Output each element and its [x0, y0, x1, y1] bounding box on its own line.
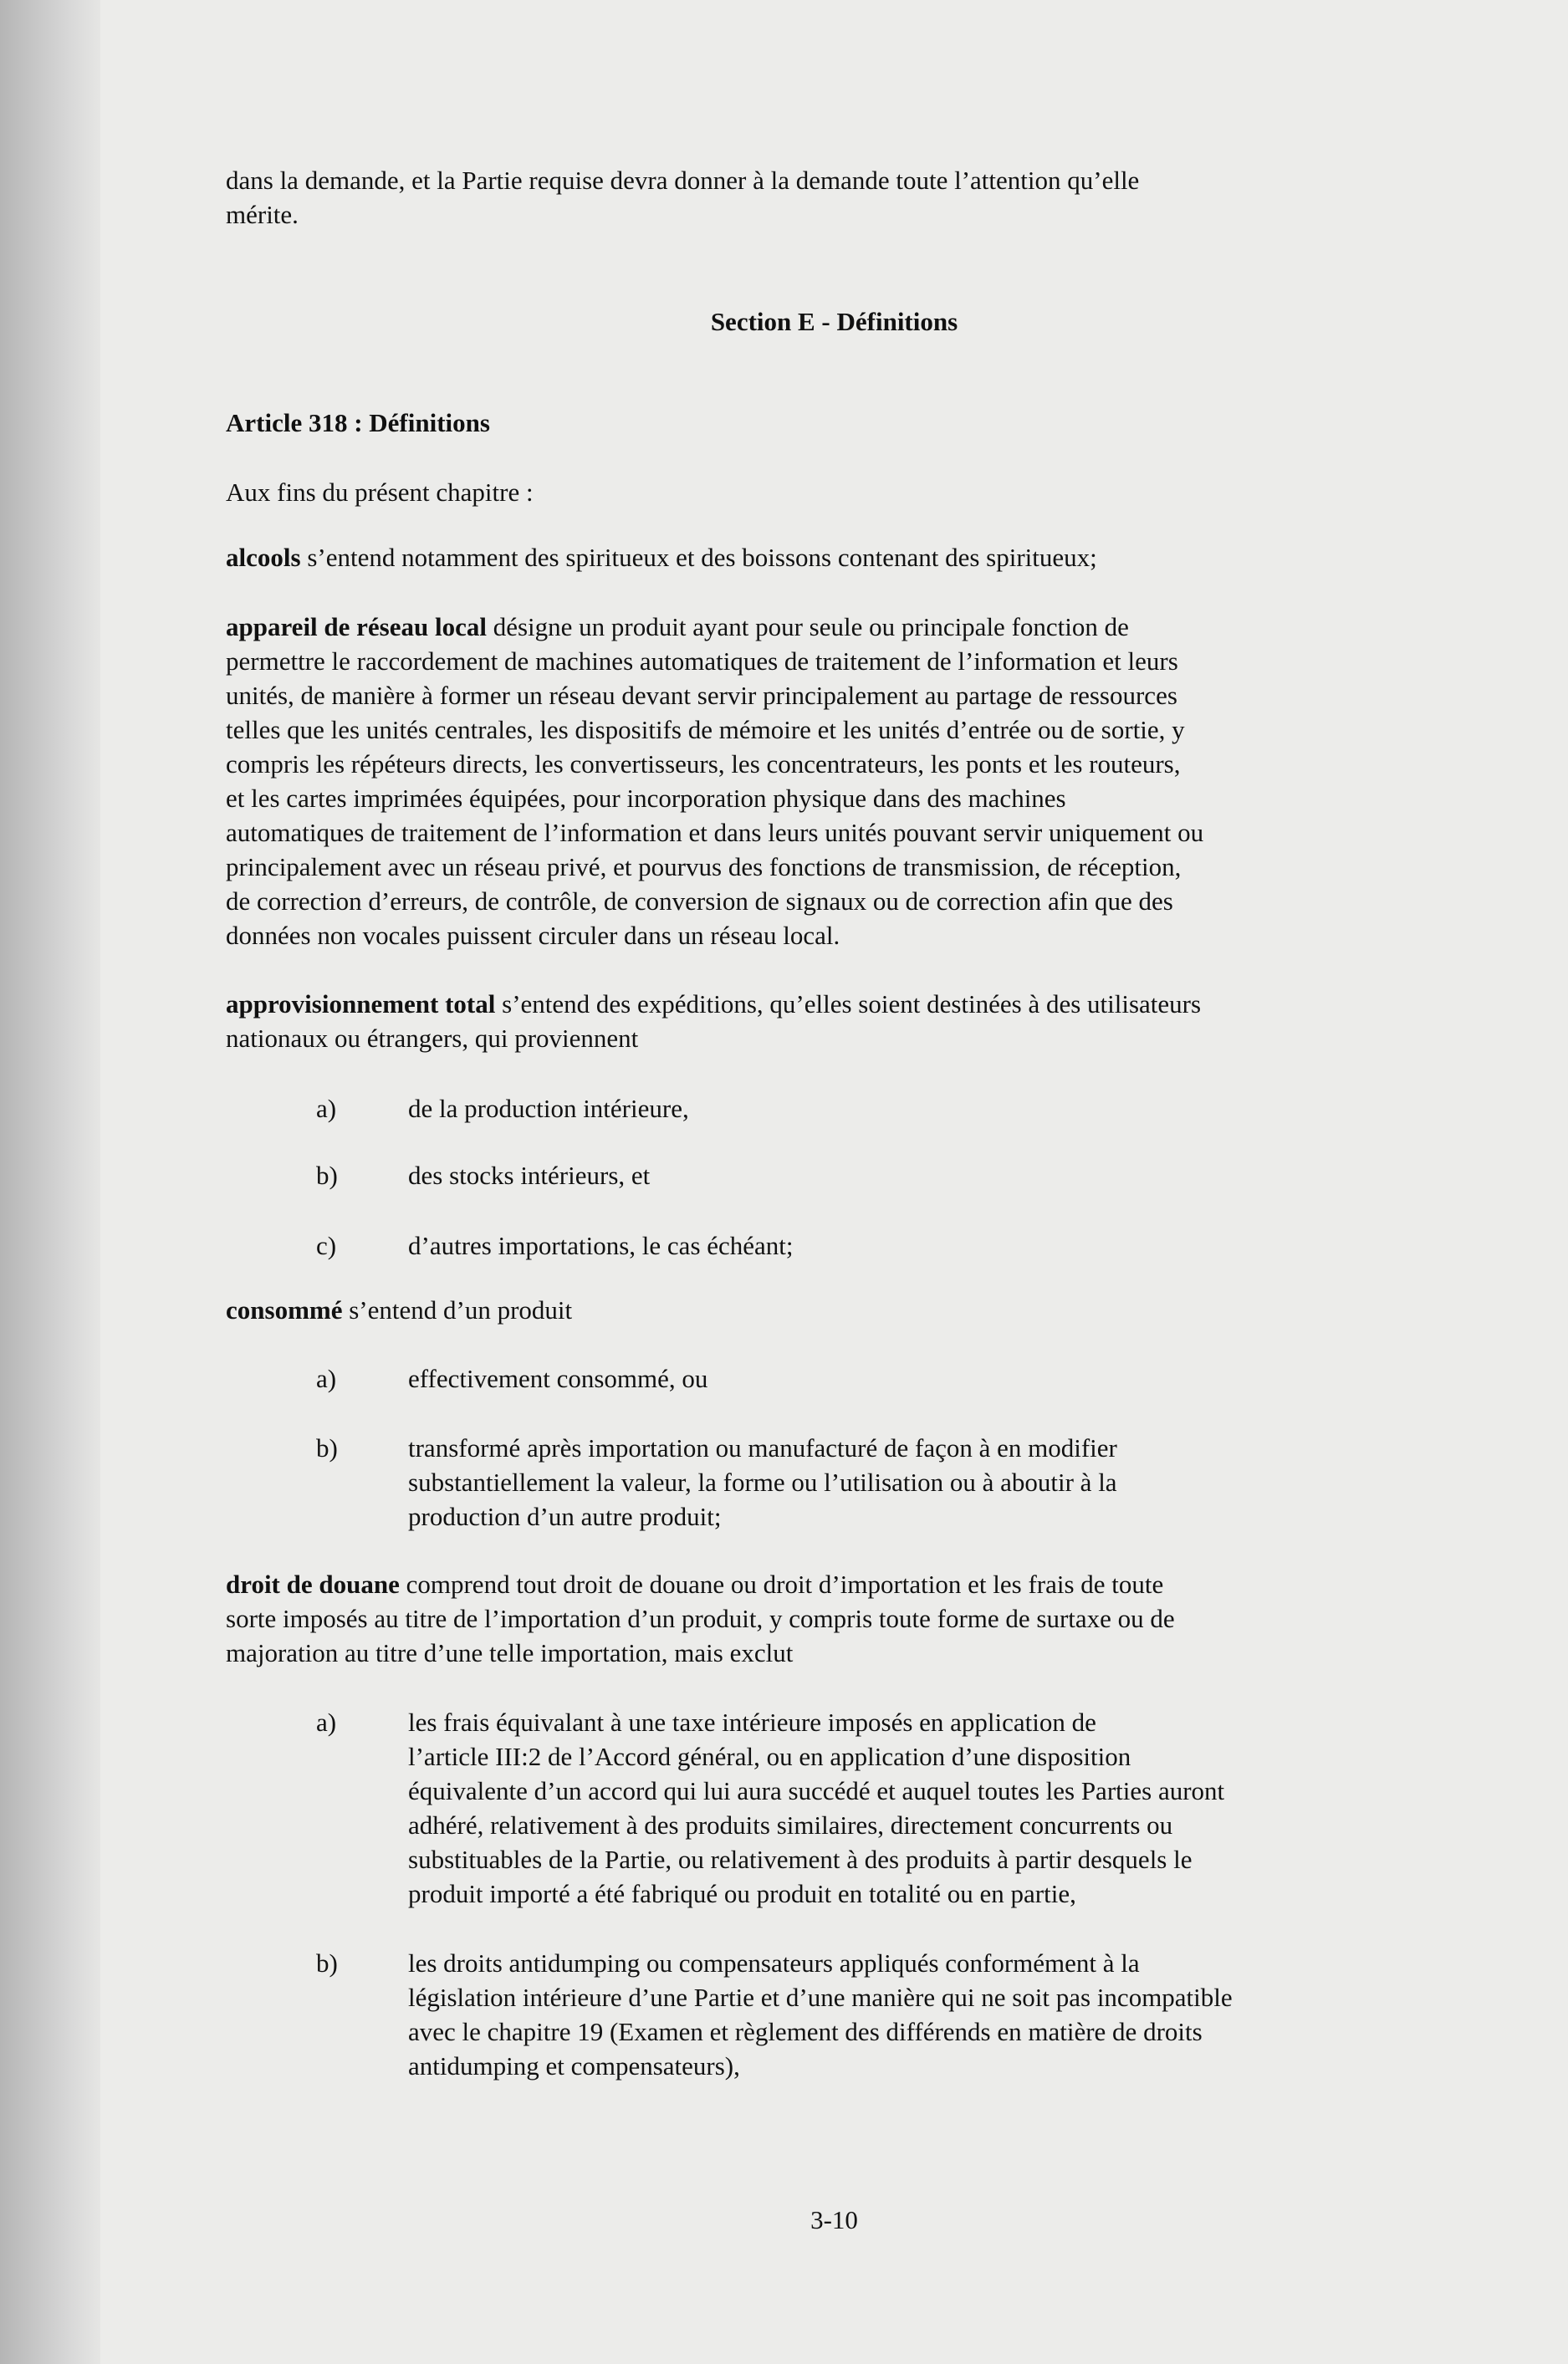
article-title: Article 318 : Définitions [226, 408, 490, 437]
def-droit-line: sorte imposés au titre de l’importation d’un produit, y compris toute forme de surtaxe ou de [226, 1604, 1175, 1633]
page-body [100, 0, 1568, 2364]
def-appareil-line: automatiques de traitement de l’information et dans leurs unités pouvant servir uniquement ou [226, 818, 1204, 847]
item-text: les frais équivalant à une taxe intérieure imposés en application de [408, 1708, 1096, 1737]
def-approvisionnement-line-1: s’entend des expéditions, qu’elles soient destinées à des utilisateurs [495, 989, 1202, 1019]
item-label: b) [316, 1433, 338, 1463]
item-text: législation intérieure d’une Partie et d’une manière qui ne soit pas incompatible [408, 1983, 1233, 2012]
item-text: production d’un autre produit; [408, 1502, 722, 1531]
term-alcools: alcools [226, 543, 301, 572]
term-approvisionnement: approvisionnement total [226, 989, 496, 1019]
def-appareil-line: de correction d’erreurs, de contrôle, de conversion de signaux ou de correction afin que des [226, 886, 1173, 916]
intro-line-2: mérite. [226, 200, 299, 229]
def-consomme [226, 1293, 1447, 1327]
def-approvisionnement [226, 987, 1447, 1021]
item-text: équivalente d’un accord qui lui aura succédé et auquel toutes les Parties auront [408, 1776, 1225, 1805]
item-text: avec le chapitre 19 (Examen et règlement des différends en matière de droits [408, 2017, 1203, 2046]
item-label: b) [316, 1948, 338, 1978]
item-label: c) [316, 1231, 337, 1260]
def-appareil-line: et les cartes imprimées équipées, pour incorporation physique dans des machines [226, 784, 1066, 813]
def-appareil-line: principalement avec un réseau privé, et pourvus des fonctions de transmission, de réception, [226, 852, 1182, 881]
item-label: a) [316, 1094, 337, 1123]
def-alcools [226, 540, 1447, 574]
item-label: a) [316, 1708, 337, 1737]
section-title: Section E - Définitions [710, 307, 958, 336]
term-consomme: consommé [226, 1295, 343, 1325]
item-text: substantiellement la valeur, la forme ou l’utilisation ou à aboutir à la [408, 1468, 1117, 1497]
def-appareil-line: compris les répéteurs directs, les convertisseurs, les concentrateurs, les ponts et les routeurs, [226, 749, 1181, 779]
binding-gutter [0, 0, 100, 2364]
item-label: b) [316, 1161, 338, 1190]
page-number: 3-10 [810, 2205, 858, 2234]
def-appareil-line: données non vocales puissent circuler dans un réseau local. [226, 921, 840, 950]
lead-text: Aux fins du présent chapitre : [226, 477, 534, 507]
document-page [100, 0, 1568, 2364]
def-approvisionnement-line-2: nationaux ou étrangers, qui proviennent [226, 1024, 639, 1053]
def-appareil-line: telles que les unités centrales, les dispositifs de mémoire et les unités d’entrée ou de sortie, y [226, 715, 1185, 744]
intro-line-1: dans la demande, et la Partie requise devra donner à la demande toute l’attention qu’elle [226, 166, 1140, 195]
def-alcools-text: s’entend notamment des spiritueux et des boissons contenant des spiritueux; [300, 543, 1097, 572]
def-droit [226, 1567, 1447, 1601]
item-text: transformé après importation ou manufacturé de façon à en modifier [408, 1433, 1117, 1463]
item-text: antidumping et compensateurs), [408, 2051, 740, 2081]
item-text: adhéré, relativement à des produits similaires, directement concurrents ou [408, 1810, 1173, 1840]
item-text: d’autres importations, le cas échéant; [408, 1231, 794, 1260]
item-text: effectivement consommé, ou [408, 1364, 708, 1393]
def-droit-line-1: comprend tout droit de douane ou droit d’importation et les frais de toute [399, 1570, 1164, 1599]
def-consomme-text: s’entend d’un produit [342, 1295, 573, 1325]
item-text: les droits antidumping ou compensateurs appliqués conformément à la [408, 1948, 1140, 1978]
item-text: produit importé a été fabriqué ou produit en totalité ou en partie, [408, 1879, 1076, 1908]
term-appareil: appareil de réseau local [226, 612, 487, 641]
item-label: a) [316, 1364, 337, 1393]
def-appareil-line: permettre le raccordement de machines automatiques de traitement de l’information et leurs [226, 646, 1178, 676]
item-text: de la production intérieure, [408, 1094, 689, 1123]
def-appareil-line-1: désigne un produit ayant pour seule ou principale fonction de [486, 612, 1129, 641]
item-text: l’article III:2 de l’Accord général, ou en application d’une disposition [408, 1742, 1131, 1771]
def-appareil [226, 610, 1447, 644]
item-text: des stocks intérieurs, et [408, 1161, 651, 1190]
item-text: substituables de la Partie, ou relativement à des produits à partir desquels le [408, 1845, 1193, 1874]
def-appareil-line: unités, de manière à former un réseau devant servir principalement au partage de ressources [226, 681, 1177, 710]
term-droit: droit de douane [226, 1570, 400, 1599]
def-droit-line: majoration au titre d’une telle importation, mais exclut [226, 1638, 794, 1667]
